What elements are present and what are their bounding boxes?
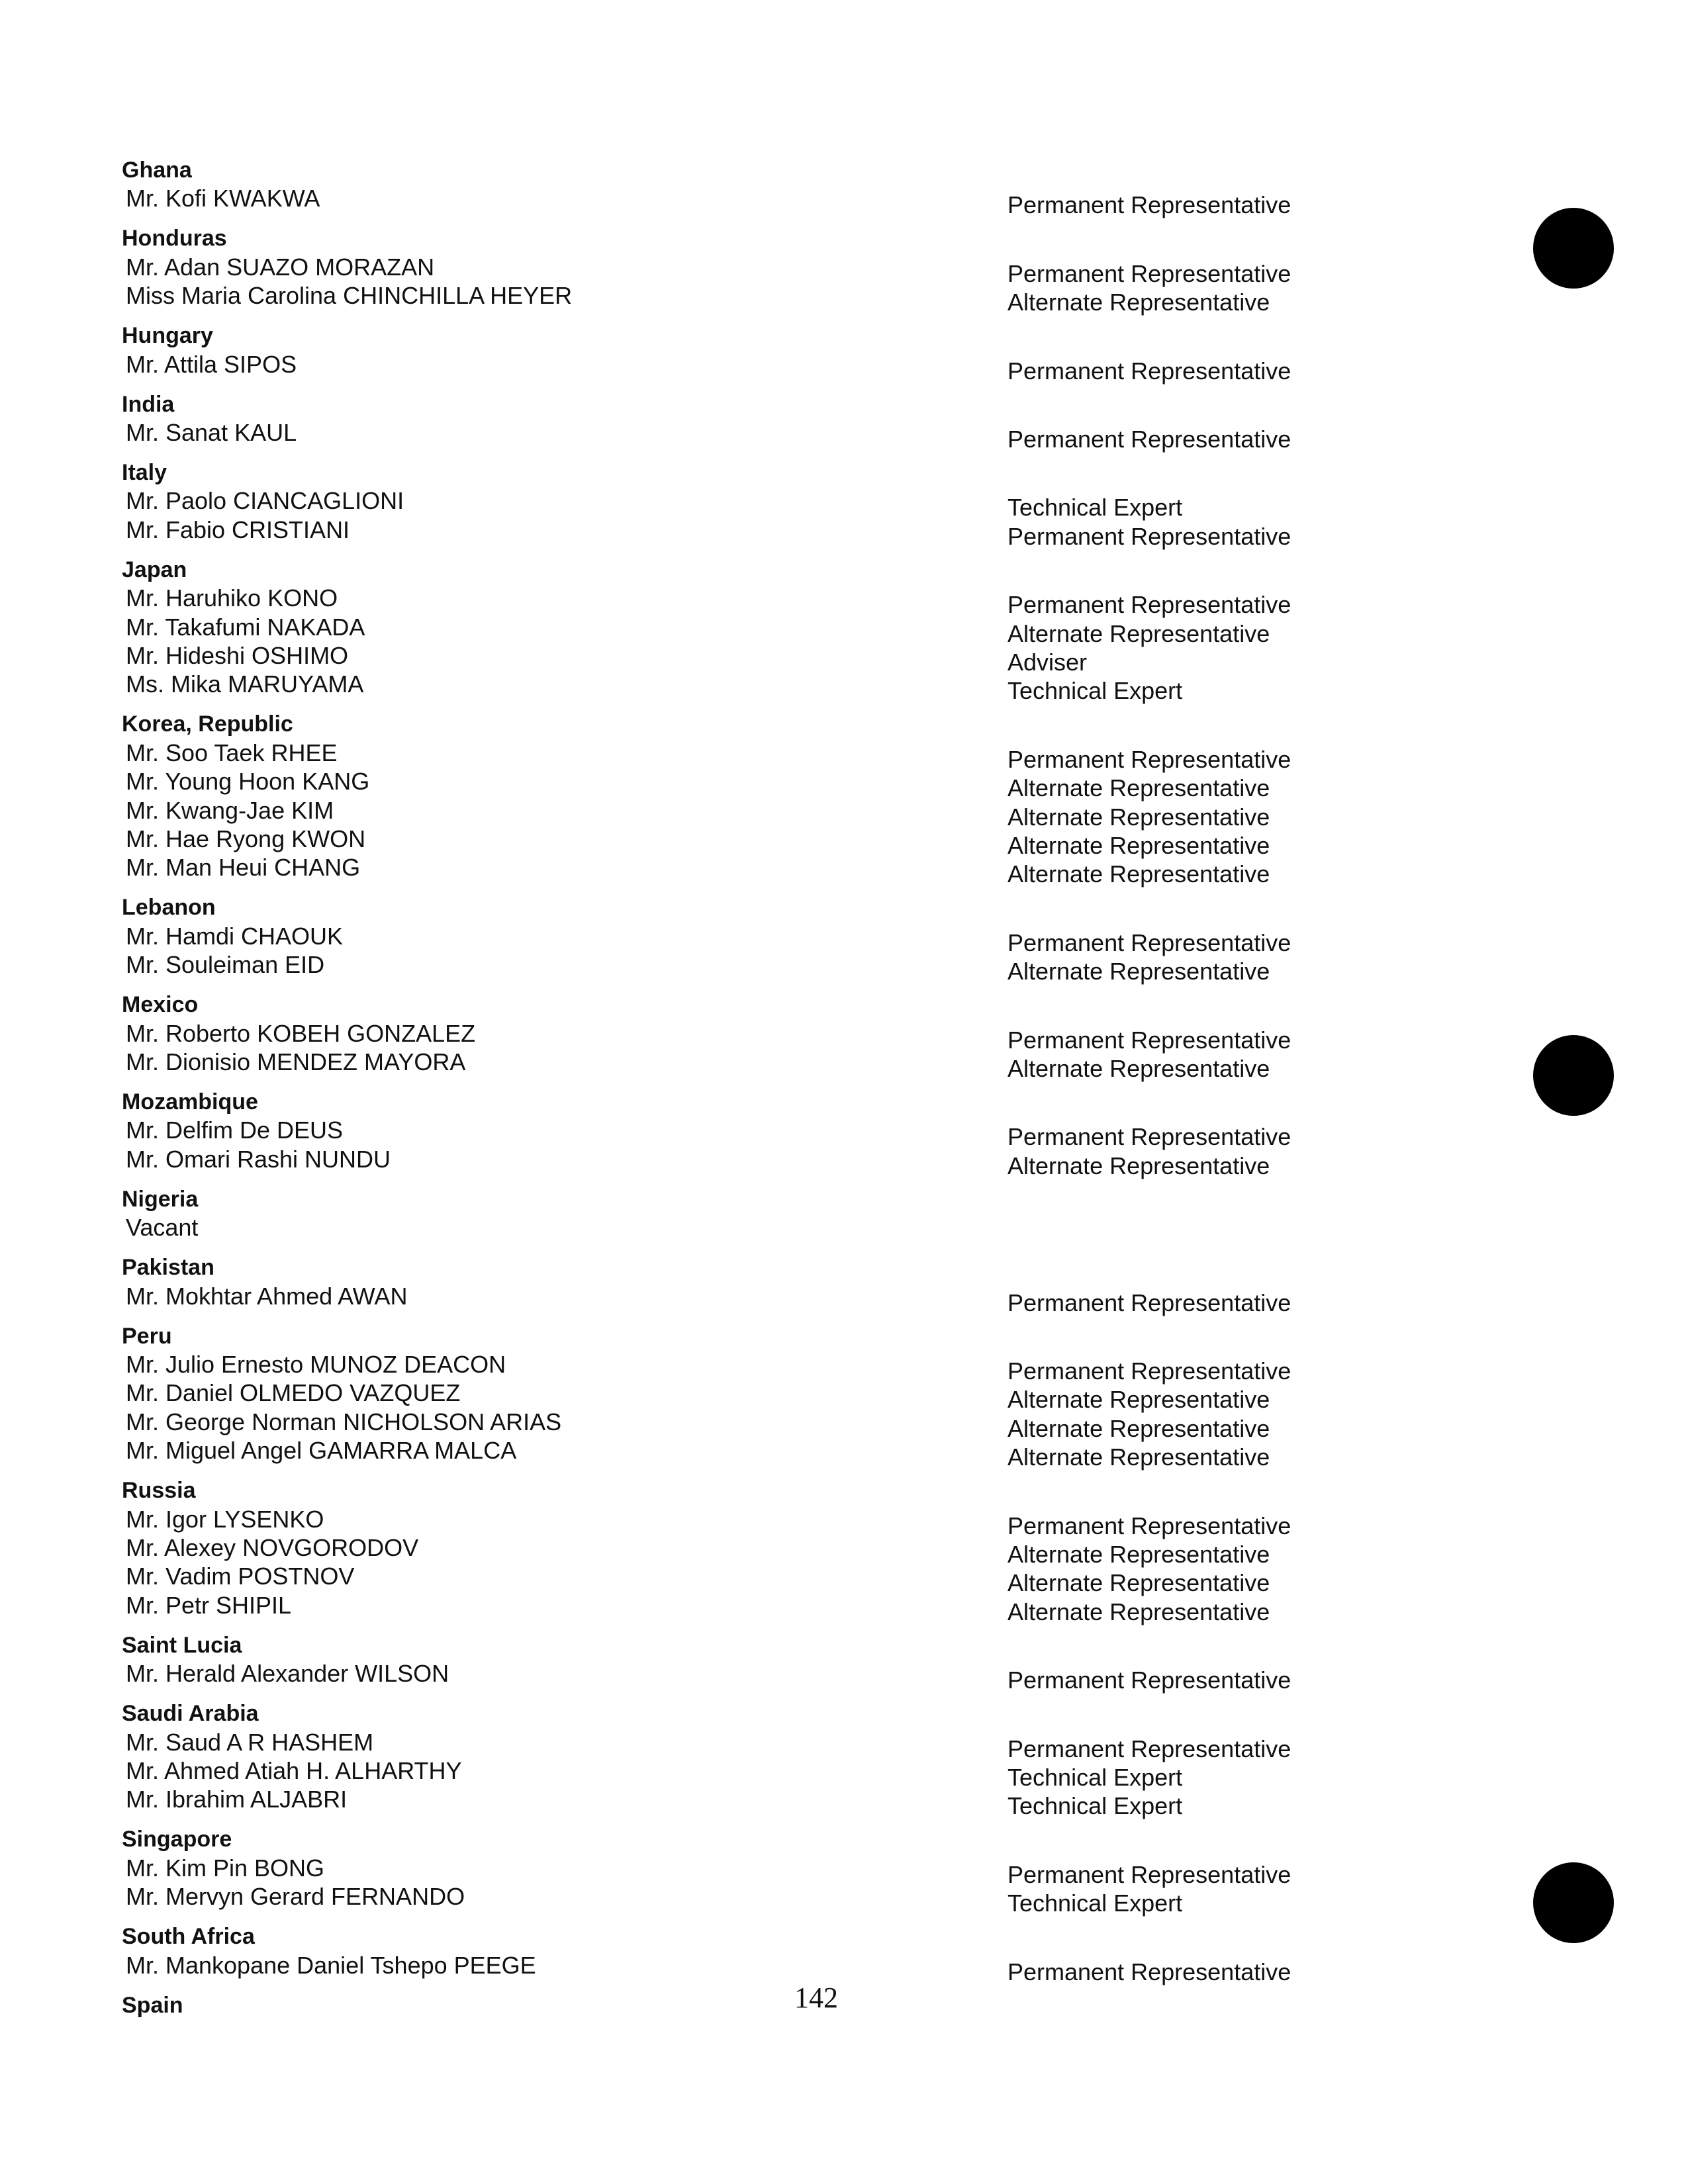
page-number: 142 <box>794 1981 838 2014</box>
delegate-name: Mr. Kim Pin BONG <box>126 1854 325 1882</box>
delegate-role: Permanent Representative <box>1008 591 1291 618</box>
delegate-name: Mr. Dionisio MENDEZ MAYORA <box>126 1048 466 1075</box>
punch-hole-icon <box>1533 208 1614 289</box>
delegate-name: Vacant <box>126 1214 199 1241</box>
punch-hole-icon <box>1533 1035 1614 1116</box>
delegate-name: Mr. Delfim De DEUS <box>126 1116 344 1144</box>
delegate-role: Alternate Representative <box>1008 1386 1270 1413</box>
delegate-role: Permanent Representative <box>1008 1357 1291 1385</box>
country-heading: Lebanon <box>122 895 216 920</box>
delegate-role: Permanent Representative <box>1008 1512 1291 1539</box>
delegate-name: Mr. Mankopane Daniel Tshepo PEEGE <box>126 1952 536 1979</box>
delegate-role: Permanent Representative <box>1008 191 1291 218</box>
delegate-role: Permanent Representative <box>1008 1861 1291 1888</box>
delegate-name: Mr. Soo Taek RHEE <box>126 739 338 766</box>
delegate-role: Alternate Representative <box>1008 1415 1270 1442</box>
delegate-name: Mr. Sanat KAUL <box>126 419 297 446</box>
delegate-name: Mr. Haruhiko KONO <box>126 584 338 612</box>
country-heading: Russia <box>122 1478 196 1503</box>
delegate-name: Mr. Daniel OLMEDO VAZQUEZ <box>126 1379 461 1406</box>
delegate-name: Ms. Mika MARUYAMA <box>126 670 364 698</box>
delegate-role: Permanent Representative <box>1008 523 1291 550</box>
delegate-role: Alternate Representative <box>1008 958 1270 985</box>
country-heading: India <box>122 392 175 417</box>
delegate-role: Alternate Representative <box>1008 1055 1270 1082</box>
delegate-role: Permanent Representative <box>1008 1289 1291 1316</box>
delegate-role: Alternate Representative <box>1008 1569 1270 1596</box>
delegate-name: Mr. Ahmed Atiah H. ALHARTHY <box>126 1757 462 1784</box>
delegate-role: Alternate Representative <box>1008 1152 1270 1179</box>
country-heading: Mexico <box>122 992 199 1017</box>
delegate-role: Permanent Representative <box>1008 1123 1291 1150</box>
delegate-role: Technical Expert <box>1008 1764 1183 1791</box>
delegate-name: Mr. Roberto KOBEH GONZALEZ <box>126 1020 476 1047</box>
delegate-role: Alternate Representative <box>1008 832 1270 859</box>
delegate-role: Alternate Representative <box>1008 860 1270 887</box>
country-heading: Saint Lucia <box>122 1633 242 1658</box>
delegate-role: Alternate Representative <box>1008 1541 1270 1568</box>
delegate-name: Mr. Young Hoon KANG <box>126 768 370 795</box>
country-heading: Mozambique <box>122 1089 258 1115</box>
delegate-name: Mr. Mervyn Gerard FERNANDO <box>126 1883 465 1910</box>
delegate-name: Mr. Souleiman EID <box>126 951 325 978</box>
delegate-role: Permanent Representative <box>1008 357 1291 385</box>
delegate-role: Alternate Representative <box>1008 803 1270 831</box>
delegate-name: Mr. Kofi KWAKWA <box>126 185 320 212</box>
delegate-role: Permanent Representative <box>1008 929 1291 956</box>
delegate-name: Mr. Attila SIPOS <box>126 351 297 378</box>
delegate-name: Miss Maria Carolina CHINCHILLA HEYER <box>126 282 573 309</box>
delegate-role: Permanent Representative <box>1008 1735 1291 1762</box>
delegate-role: Adviser <box>1008 649 1088 676</box>
country-heading: Saudi Arabia <box>122 1701 259 1726</box>
country-heading: Nigeria <box>122 1187 199 1212</box>
delegate-name: Mr. Petr SHIPIL <box>126 1592 292 1619</box>
delegate-name: Mr. Takafumi NAKADA <box>126 614 365 641</box>
punch-hole-icon <box>1533 1862 1614 1943</box>
delegate-name: Mr. Alexey NOVGORODOV <box>126 1534 419 1561</box>
delegate-role: Technical Expert <box>1008 1792 1183 1819</box>
country-heading: Pakistan <box>122 1255 214 1280</box>
delegate-role: Permanent Representative <box>1008 426 1291 453</box>
delegate-name: Mr. Igor LYSENKO <box>126 1506 324 1533</box>
delegate-role: Permanent Representative <box>1008 1026 1291 1054</box>
delegate-role: Alternate Representative <box>1008 1598 1270 1625</box>
delegate-name: Mr. Mokhtar Ahmed AWAN <box>126 1283 408 1310</box>
delegate-role: Technical Expert <box>1008 494 1183 521</box>
delegate-role: Alternate Representative <box>1008 774 1270 801</box>
delegate-role: Permanent Representative <box>1008 746 1291 773</box>
delegate-role: Alternate Representative <box>1008 289 1270 316</box>
delegate-name: Mr. Man Heui CHANG <box>126 854 361 881</box>
delegate-name: Mr. Paolo CIANCAGLIONI <box>126 487 404 514</box>
delegate-name: Mr. Vadim POSTNOV <box>126 1563 355 1590</box>
delegate-name: Mr. Hae Ryong KWON <box>126 825 366 852</box>
country-heading: Spain <box>122 1993 183 2018</box>
delegate-name: Mr. Hideshi OSHIMO <box>126 642 349 669</box>
country-heading: Hungary <box>122 323 213 348</box>
delegate-name: Mr. Fabio CRISTIANI <box>126 516 350 543</box>
delegate-name: Mr. Kwang-Jae KIM <box>126 797 334 824</box>
delegate-role: Permanent Representative <box>1008 260 1291 287</box>
country-heading: South Africa <box>122 1924 255 1949</box>
delegate-name: Mr. Hamdi CHAOUK <box>126 923 344 950</box>
country-heading: Singapore <box>122 1827 232 1852</box>
delegate-role: Permanent Representative <box>1008 1958 1291 1985</box>
delegate-role: Alternate Representative <box>1008 620 1270 647</box>
delegate-role: Permanent Representative <box>1008 1666 1291 1694</box>
delegate-name: Mr. Omari Rashi NUNDU <box>126 1146 391 1173</box>
delegate-name: Mr. Ibrahim ALJABRI <box>126 1786 348 1813</box>
delegate-name: Mr. Saud A R HASHEM <box>126 1729 374 1756</box>
delegate-role: Technical Expert <box>1008 1889 1183 1917</box>
country-heading: Italy <box>122 460 167 485</box>
country-heading: Peru <box>122 1324 172 1349</box>
country-heading: Japan <box>122 557 187 582</box>
delegate-name: Mr. George Norman NICHOLSON ARIAS <box>126 1408 562 1435</box>
country-heading: Ghana <box>122 158 192 183</box>
delegate-name: Mr. Adan SUAZO MORAZAN <box>126 253 435 281</box>
delegate-role: Technical Expert <box>1008 677 1183 704</box>
delegate-name: Mr. Julio Ernesto MUNOZ DEACON <box>126 1351 506 1378</box>
country-heading: Honduras <box>122 226 227 251</box>
delegate-name: Mr. Miguel Angel GAMARRA MALCA <box>126 1437 517 1464</box>
delegate-role: Alternate Representative <box>1008 1443 1270 1471</box>
country-heading: Korea, Republic <box>122 711 293 737</box>
delegate-name: Mr. Herald Alexander WILSON <box>126 1660 449 1687</box>
